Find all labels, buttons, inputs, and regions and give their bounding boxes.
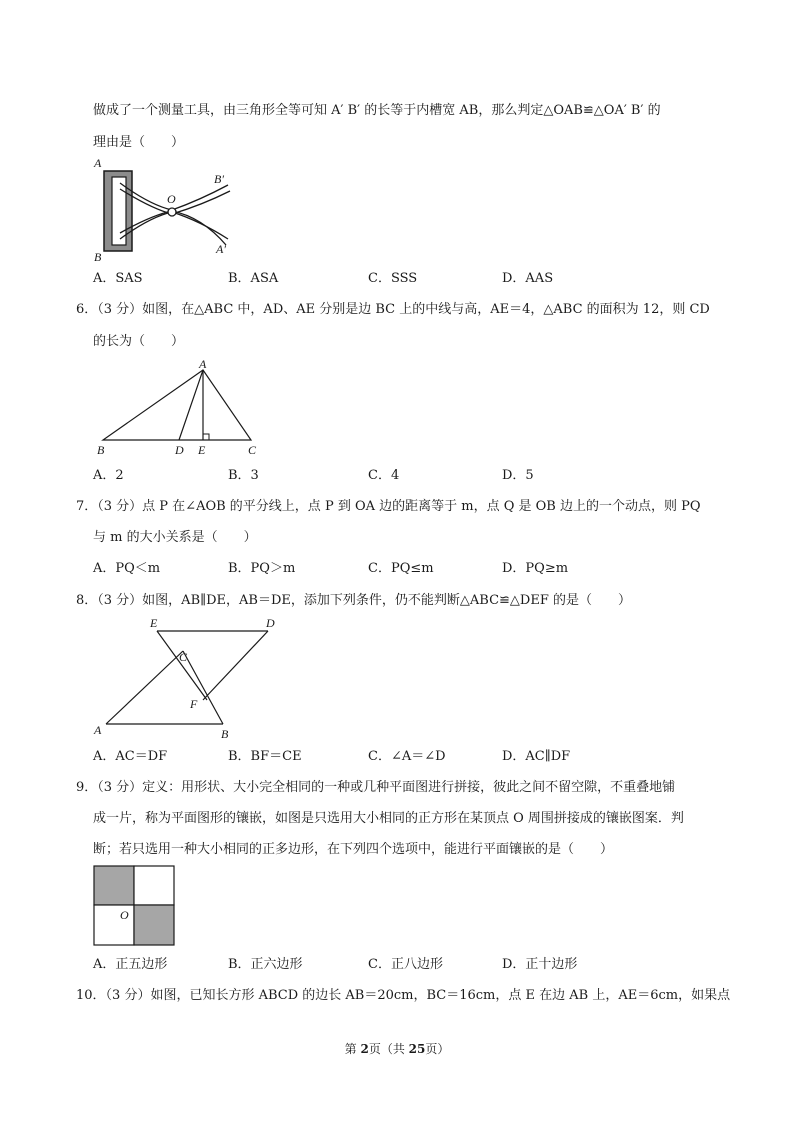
- q9-text-line1: 9．（3 分）定义：用形状、大小完全相同的一种或几种平面图进行拼接，彼此之间不留空隙，不重叠地铺: [76, 780, 676, 795]
- q5-text-line1: 做成了一个测量工具，由三角形全等可知 A′ B′ 的长等于内槽宽 AB，那么判定△OAB≌△OA′ B′ 的: [93, 103, 661, 118]
- label-B-prime: B′: [214, 172, 224, 186]
- q8-option-b: B．BF＝CE: [228, 749, 302, 764]
- q7-option-b: B．PQ＞m: [228, 561, 296, 576]
- pivot-O: [168, 208, 176, 216]
- q7-text-line1: 7．（3 分）点 P 在∠AOB 的平分线上，点 P 到 OA 边的距离等于 m，点 Q 是 OB 边上的一个动点，则 PQ: [76, 499, 701, 514]
- footer-total-pages: 25: [408, 1042, 426, 1056]
- label-B: B: [221, 727, 229, 741]
- q9-option-b: B．正六边形: [228, 957, 303, 972]
- label-E: E: [198, 443, 206, 457]
- q8-figure-parallel-triangles: [90, 614, 290, 744]
- segment-D-to-F: [203, 631, 268, 700]
- q9-option-a: A．正五边形: [93, 957, 168, 972]
- label-A: A: [94, 723, 102, 737]
- q5-option-d: D．AAS: [502, 271, 554, 286]
- triangle-ABC: [103, 370, 251, 440]
- q6-option-a: A．2: [93, 468, 124, 483]
- q5-option-c: C．SSS: [368, 271, 418, 286]
- q5-option-a: A．SAS: [93, 271, 143, 286]
- q7-option-c: C．PQ≤m: [368, 561, 434, 576]
- tile-top-right: [134, 866, 174, 905]
- label-A: A: [94, 156, 102, 170]
- label-O: O: [167, 192, 176, 206]
- q5-option-b: B．ASA: [228, 271, 279, 286]
- label-B: B: [97, 443, 105, 457]
- right-angle-mark: [203, 434, 209, 440]
- label-B: B: [94, 250, 102, 264]
- q8-option-a: A．AC＝DF: [93, 749, 168, 764]
- q9-figure-square-tiling: [93, 865, 175, 947]
- q6-figure-triangle: [95, 358, 275, 458]
- label-C: C: [248, 443, 257, 457]
- label-D: D: [175, 443, 184, 457]
- footer-prefix: 第: [344, 1042, 361, 1056]
- tool-inner: [112, 177, 126, 245]
- label-D: D: [266, 616, 275, 630]
- q7-option-a: A．PQ＜m: [93, 561, 161, 576]
- q9-option-c: C．正八边形: [368, 957, 443, 972]
- q9-option-d: D．正十边形: [502, 957, 578, 972]
- label-E: E: [150, 616, 158, 630]
- q7-option-d: D．PQ≥m: [502, 561, 569, 576]
- segment-AC: [106, 651, 183, 724]
- q6-text-line2: 的长为（ ）: [93, 334, 185, 349]
- median-AD: [179, 370, 203, 440]
- q7-text-line2: 与 m 的大小关系是（ ）: [93, 530, 257, 545]
- segment-CB: [183, 651, 223, 724]
- q6-option-d: D．5: [502, 468, 534, 483]
- page-footer: [0, 1040, 794, 1057]
- segment-EF: [157, 631, 207, 700]
- tile-top-left: [94, 866, 134, 905]
- footer-mid: 页（共: [368, 1042, 409, 1056]
- q8-text-line1: 8．（3 分）如图，AB∥DE，AB＝DE，添加下列条件，仍不能判断△ABC≌△DEF 的是（ ）: [76, 593, 631, 608]
- label-A: A: [199, 357, 207, 371]
- label-C: C: [179, 650, 188, 664]
- q8-option-d: D．AC∥DF: [502, 749, 571, 764]
- tile-bottom-right: [134, 905, 174, 945]
- label-O: O: [120, 908, 129, 922]
- q6-text-line1: 6．（3 分）如图，在△ABC 中，AD、AE 分别是边 BC 上的中线与高，AE＝4，△ABC 的面积为 12，则 CD: [76, 302, 710, 317]
- q5-figure-measuring-tool: [90, 155, 250, 265]
- label-A-prime: A′: [216, 242, 226, 256]
- q6-option-c: C．4: [368, 468, 400, 483]
- q6-option-b: B．3: [228, 468, 259, 483]
- q8-option-c: C．∠A＝∠D: [368, 749, 446, 764]
- label-F: F: [190, 697, 198, 711]
- q9-text-line2: 成一片，称为平面图形的镶嵌，如图是只选用大小相同的正方形在某顶点 O 周围拼接成的镶嵌图案．判: [93, 811, 684, 826]
- q10-text-line1: 10．（3 分）如图，已知长方形 ABCD 的边长 AB＝20cm，BC＝16cm，点 E 在边 AB 上，AE＝6cm，如果点: [76, 988, 731, 1003]
- footer-suffix: 页）: [425, 1042, 450, 1056]
- q9-text-line3: 断；若只选用一种大小相同的正多边形，在下列四个选项中，能进行平面镶嵌的是（ ）: [93, 842, 614, 857]
- footer-page-number: 2: [360, 1042, 369, 1056]
- q5-text-line2: 理由是（ ）: [93, 135, 185, 150]
